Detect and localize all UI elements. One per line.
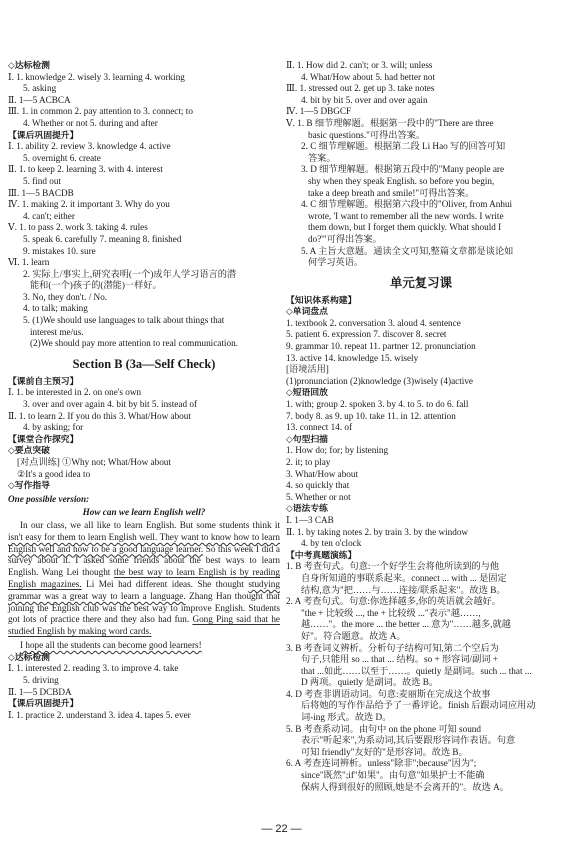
section-heading: 【课后巩固提升】 xyxy=(8,698,79,709)
answer-line: D 两项。quietly 是副词。故选 B。 xyxy=(301,677,439,688)
answer-line: 4. to talk; making xyxy=(23,303,88,314)
left-column xyxy=(8,60,280,721)
answer-line: 自身所知道的事联系起来。connect ... with ... 是固定 xyxy=(301,572,507,583)
answer-line: 2. it; to play xyxy=(286,457,331,467)
answer-line: Ⅰ. 1. practice 2. understand 3. idea 4. tapes 5. ever xyxy=(8,709,191,720)
answer-line: 2. A 考查句式。句意:你选择越多,你的英语就会越好。 xyxy=(286,596,501,607)
answer-line: Ⅰ. 1. knowledge 2. wisely 3. learning 4. working xyxy=(8,71,185,82)
left-answers-section-c xyxy=(8,652,280,722)
answer-line: 保病人得到很好的照顾,她是不会离开的"。故选 A。 xyxy=(301,781,509,792)
answer-line: 3. What/How about xyxy=(286,468,359,479)
answer-line: 4. can't; either xyxy=(23,210,75,221)
essay-text: So this week I did a survey about it. I asked some friends about the best ways to learn English. Wang Lei thought xyxy=(8,543,280,578)
section-heading: 【知识体系构建】 xyxy=(286,294,357,305)
answer-line: 后将她的写作作品给予了一番评论。finish 后跟动词应用动 xyxy=(301,700,536,711)
essay-underlined-phrase: studying grammar was a great way to learn a language. xyxy=(8,578,280,601)
answer-line: 2. C 细节理解题。根据第二段 Li Hao 写的回答可知 xyxy=(301,141,506,152)
answer-line: Ⅴ. 1. to pass 2. work 3. taking 4. rules xyxy=(8,222,148,233)
answer-line: 13. connect 14. of xyxy=(286,422,353,433)
section-heading: 【课前自主预习】 xyxy=(8,375,79,386)
answer-line: 5. patient 6. expression 7. discover 8. secret xyxy=(286,329,447,340)
answer-line: 能和(一个)孩子的(潜能)一样好。 xyxy=(30,280,162,291)
answer-line: 4. What/How about 5. had better not xyxy=(301,71,436,82)
answer-line: Ⅵ. 1. learn xyxy=(8,257,50,268)
section-heading: ◇达标检测 xyxy=(8,60,50,70)
answer-line: 3. No, they don't. / No. xyxy=(23,291,108,302)
answer-line: 句子,只能用 so ... that ... 结构。so + 形容词/副词 + xyxy=(301,654,498,665)
answer-line: Ⅱ. 1. by taking notes 2. by train 3. by the window xyxy=(286,526,469,537)
section-heading: ◇短语回放 xyxy=(286,387,328,398)
answer-line: Ⅲ. 1. stressed out 2. get up 3. take notes xyxy=(286,83,435,94)
answer-line: "the + 比较级 ..., the + 比较级 ..."表示"越……, xyxy=(301,607,481,618)
answer-line: 9. mistakes 10. sure xyxy=(23,245,96,256)
essay-underlined-phrase: the best way to learn English is by reading English magazines. xyxy=(8,567,280,589)
answer-line: Ⅰ. 1. ability 2. review 3. knowledge 4. active xyxy=(8,141,171,152)
answer-line: basic questions."可得出答案。 xyxy=(308,129,426,140)
answer-line: 5. find out xyxy=(23,175,62,186)
answer-line: Ⅲ. 1—5 BACDB xyxy=(8,187,74,198)
essay-closing: I hope all the students can become good learners! xyxy=(20,639,202,650)
answer-line: Ⅰ. 1. be interested in 2. on one's own xyxy=(8,387,142,398)
essay-paragraph-2 xyxy=(8,640,280,652)
essay-label: One possible version: xyxy=(8,493,90,504)
section-heading: 【课后巩固提升】 xyxy=(8,129,79,140)
answer-line: [语境活用] xyxy=(286,364,329,375)
left-answers-section-a xyxy=(8,60,280,350)
answer-line: 5. Whether or not xyxy=(286,491,351,502)
answer-line: Ⅰ. 1. interested 2. reading 3. to improve 4. take xyxy=(8,663,179,674)
section-heading: ◇语法专练 xyxy=(286,503,328,514)
answer-line: 13. active 14. knowledge 15. wisely xyxy=(286,352,419,363)
answer-line: Ⅱ. 1. to learn 2. If you do this 3. What/How about xyxy=(8,410,191,421)
answer-line: 4. C 细节理解题。根据第六段中的"Oliver, from Anhui xyxy=(301,199,513,210)
answer-line: Ⅱ. 1. How did 2. can't; or 3. will; unless xyxy=(286,60,433,70)
answer-line: Ⅳ. 1. making 2. it important 3. Why do you xyxy=(8,199,170,210)
page-number: — 22 — xyxy=(261,823,302,835)
answer-line: take a deep breath and smile!"可得出答案。 xyxy=(308,187,475,198)
answer-line: interest me/us. xyxy=(30,326,84,337)
unit-review-title: 单元复习课 xyxy=(390,275,452,290)
right-column xyxy=(286,60,556,793)
answer-line: 5. A 主旨大意题。通读全文可知,整篇文章都是谈论如 xyxy=(301,245,514,256)
right-answers-unit-review xyxy=(286,295,556,794)
answer-line: that ...如此……以至于……。quietly 是副词。such ... that ... xyxy=(301,665,532,676)
essay-text: Li Mei had different ideas. She thought xyxy=(81,578,249,589)
answer-line: 答案。 xyxy=(308,152,336,163)
answer-line: 7. body 8. as 9. up 10. take 11. in 12. attention xyxy=(286,410,456,421)
essay-underlined-phrase: Gong Ping said that he studied English by making word cards. xyxy=(8,614,281,637)
answer-line: (1)pronunciation (2)knowledge (3)wisely (4)active xyxy=(286,375,474,386)
answer-line: wrote, 'I want to remember all the new words. I write xyxy=(308,210,504,221)
answer-line: 5. asking xyxy=(23,83,57,94)
answer-line: Ⅱ. 1. to keep 2. learning 3. with 4. interest xyxy=(8,164,163,175)
answer-line: Ⅰ. 1—3 CAB xyxy=(286,514,334,525)
section-heading: 【课堂合作探究】 xyxy=(8,433,79,444)
answer-line: 何学习英语。 xyxy=(308,257,364,268)
answer-line: 结构,意为"把……与……连接/联系起来"。故选 B。 xyxy=(301,584,506,595)
answer-line: 4. by asking; for xyxy=(23,422,84,433)
section-heading: 【中考真题演练】 xyxy=(286,549,357,560)
answer-line: 5. (1)We should use languages to talk about things that xyxy=(23,315,225,326)
essay-paragraph-1 xyxy=(8,520,280,638)
answer-line: shy when they speak English. so before you begin, xyxy=(308,175,495,186)
answer-line: ②It's a good idea to xyxy=(17,468,91,479)
answer-line: Ⅲ. 1. in common 2. pay attention to 3. connect; to xyxy=(8,106,193,117)
right-answers-continued xyxy=(286,60,556,269)
answer-line: 9. grammar 10. repeat 11. partner 12. pronunciation xyxy=(286,341,476,352)
left-answers-section-b xyxy=(8,376,280,492)
answer-line: Ⅱ. 1—5 ACBCA xyxy=(8,94,71,105)
answer-line: 1. with; group 2. spoken 3. by 4. to 5. to do 6. fall xyxy=(286,399,469,410)
answer-line: [对点训练] ①Why not; What/How about xyxy=(17,457,171,467)
answer-line: 4. D 考查非谓语动词。句意:麦丽斯在完成这个故事 xyxy=(286,688,491,699)
answer-line: Ⅳ. 1—5 DBGCF xyxy=(286,106,352,117)
answer-line: 表示"听起来",为系动词,其后要跟形容词作表语。句意 xyxy=(301,735,516,746)
answer-line: 4. bit by bit 5. over and over again xyxy=(301,94,428,105)
essay-text: In our class, we all like to learn English. But some students think it xyxy=(20,519,280,530)
section-heading: ◇写作指导 xyxy=(8,480,50,491)
section-heading: ◇要点突破 xyxy=(8,445,50,456)
section-heading: ◇单词盘点 xyxy=(286,306,328,317)
answer-line: 3. D 细节理解题。根据第五段中的"Many people are xyxy=(301,164,505,175)
answer-line: 4. by ten o'clock xyxy=(301,538,362,549)
answer-line: (2)We should pay more attention to real communication. xyxy=(30,338,238,349)
answer-line: them down, but I forget them quickly. What should I xyxy=(308,222,502,233)
answer-line: 词-ing 形式。故选 D。 xyxy=(301,712,392,723)
answer-line: do?'"可得出答案。 xyxy=(308,233,382,244)
essay-text: Zhang Han thought that joining the English club was the best way to improve English. Students got lots of practice there and they also had fun. xyxy=(8,590,280,625)
answer-line: 1. How do; for; by listening xyxy=(286,445,389,456)
answer-line: 3. B 考查词义辨析。分析句子结构可知,第二个空后为 xyxy=(286,642,499,653)
answer-line: 1. textbook 2. conversation 3. aloud 4. sentence xyxy=(286,317,461,328)
answer-line: 好"。符合题意。故选 A。 xyxy=(301,630,406,641)
answer-line: 越……"。the more ... the better ... 意为"……越多,就越 xyxy=(301,619,511,630)
answer-line: 5. driving xyxy=(23,674,59,685)
answer-line: since"既然";if"如果"。由句意"如果护士不能确 xyxy=(301,770,485,781)
answer-line: 3. over and over again 4. bit by bit 5. instead of xyxy=(23,399,198,410)
answer-line: 4. Whether or not 5. during and after xyxy=(23,117,158,128)
section-heading: ◇达标检测 xyxy=(8,651,50,662)
answer-line: Ⅴ. 1. B 细节理解题。根据第一段中的"There are three xyxy=(286,117,494,128)
answer-line: Ⅱ. 1—5 DCBDA xyxy=(8,686,72,697)
answer-line: 5. B 考查系动词。由句中 on the phone 可知 sound xyxy=(286,723,481,734)
answer-line: 2. 实际上/事实上,研究表明(一个)成年人学习语言的潜 xyxy=(23,268,237,279)
section-heading: ◇句型扫描 xyxy=(286,433,328,444)
answer-line: 4. so quickly that xyxy=(286,480,350,491)
answer-line: 6. A 考查连词辨析。unless"除非";because"因为"; xyxy=(286,758,477,769)
answer-line: 1. B 考查句式。句意:一个好学生会将他所读到的与他 xyxy=(286,561,500,572)
essay-body xyxy=(8,520,280,652)
section-b-title: Section B (3a—Self Check) xyxy=(72,356,216,371)
essay-title: How can we learn English well? xyxy=(82,507,206,518)
answer-line: 可知 friendly"友好的"是形容词。故选 B。 xyxy=(301,746,468,757)
answer-line: 5. speak 6. carefully 7. meaning 8. finished xyxy=(23,233,182,244)
essay-underlined-phrase: isn't easy for them to learn English well. They want to know how to learn English well and how to be a good language learner. xyxy=(8,531,280,554)
answer-line: 5. overnight 6. create xyxy=(23,152,101,163)
